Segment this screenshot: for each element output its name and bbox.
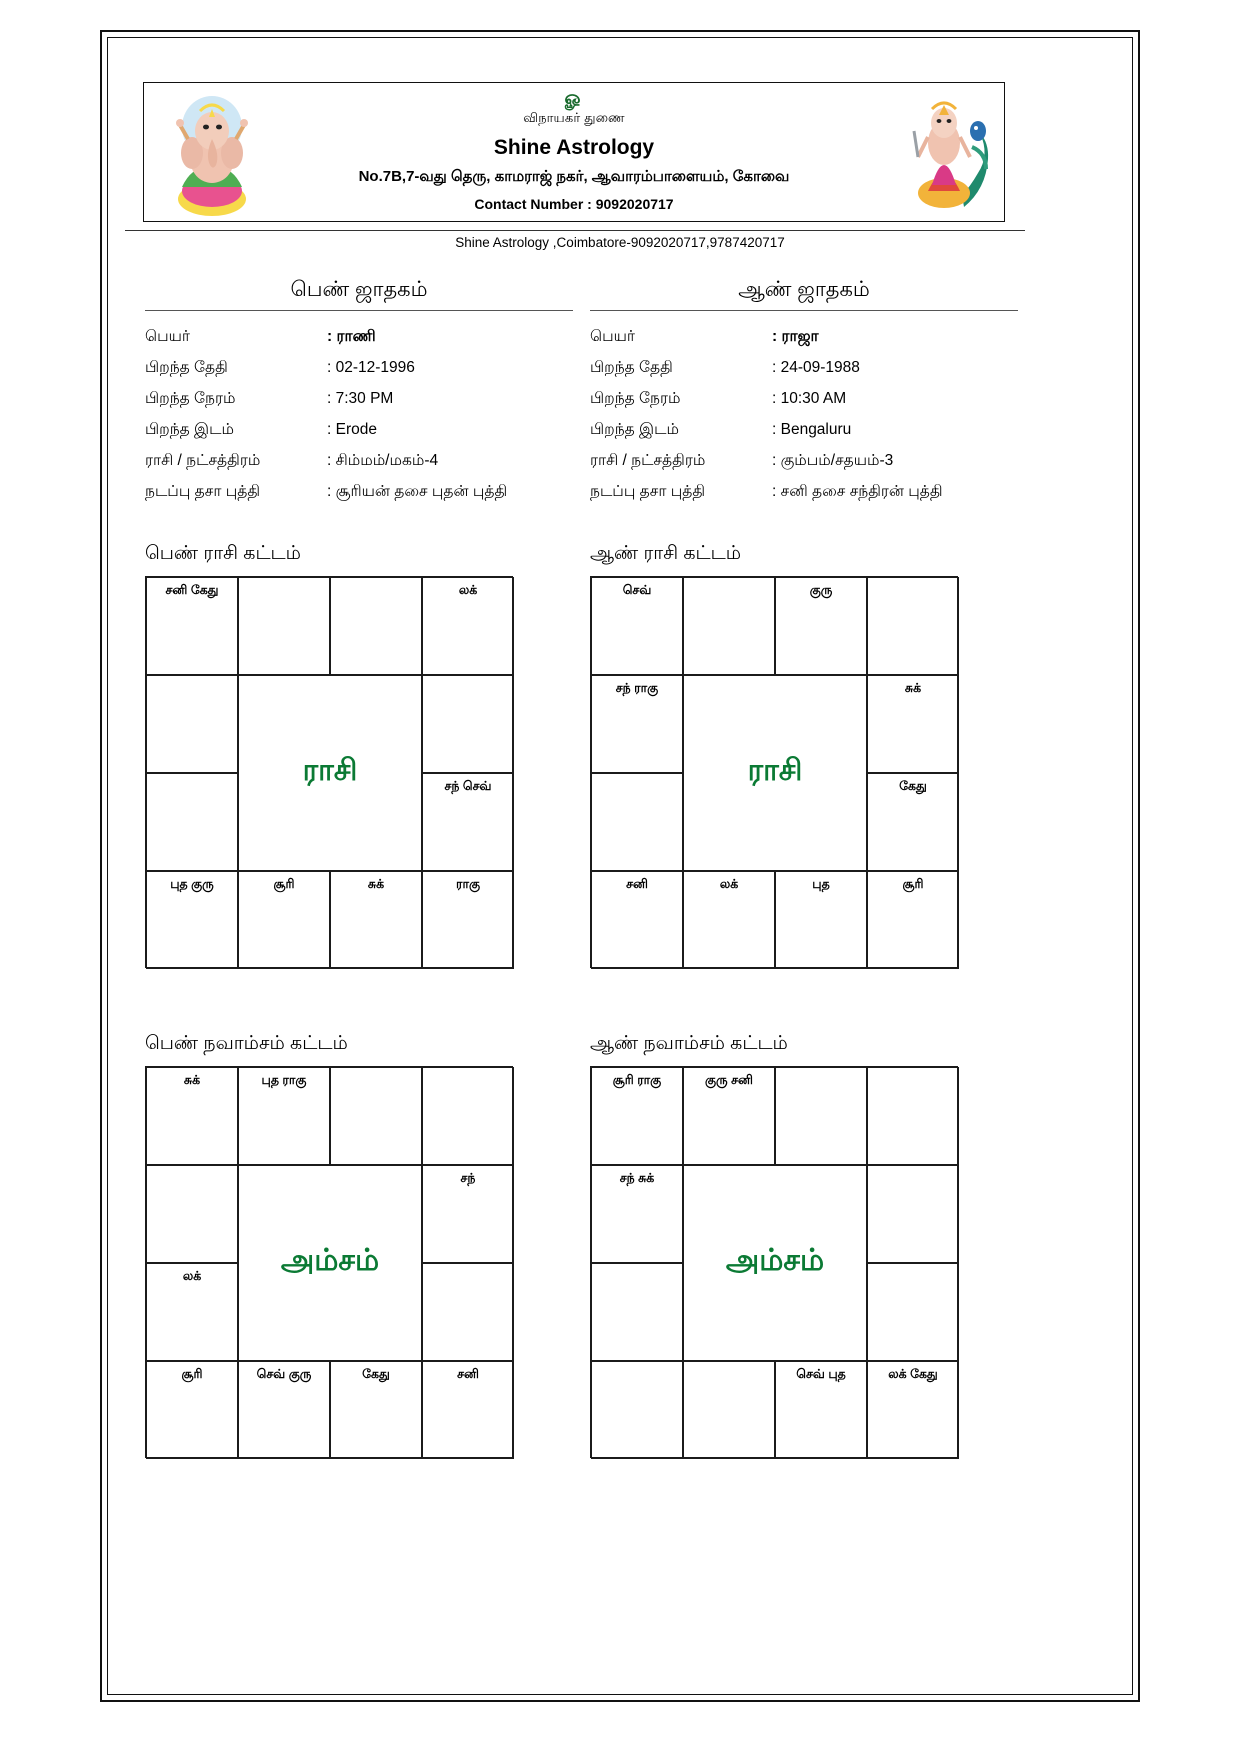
female-rasi-chart-block (145, 543, 513, 968)
male-details-rows (590, 321, 1018, 507)
value-dasa-bukthi: : சனி தசை சந்திரன் புத்தி (772, 483, 943, 500)
rasi-cell-7: சந் செவ் (422, 773, 514, 871)
navamsam-cell-10: செவ் குரு (238, 1361, 330, 1459)
rasi-cell-2 (683, 577, 775, 675)
detail-row-dasa-bukthi (590, 476, 1018, 507)
label-pob: பிறந்த இடம் (590, 421, 679, 438)
navamsam-cell-8 (867, 1165, 959, 1263)
brand-title: Shine Astrology (493, 136, 655, 159)
female-navamsam-chart-title: பெண் நவாம்சம் கட்டம் (145, 1033, 348, 1054)
label-dasa-bukthi: நடப்பு தசா புத்தி (145, 483, 261, 500)
navamsam-center-cell (238, 1165, 422, 1361)
value-pob: : Erode (327, 421, 377, 438)
detail-row-tob (145, 383, 573, 414)
value-dasa-bukthi: : சூரியன் தசை புதன் புத்தி (327, 483, 508, 500)
contact-line: Contact Number : 9092020717 (474, 196, 674, 212)
rasi-cell-9: புத குரு (146, 871, 238, 969)
navamsam-cell-6 (591, 1263, 683, 1361)
label-dob: பிறந்த தேதி (145, 359, 228, 376)
vinayagar-thunai-text: விநாயகர் துணை (523, 110, 625, 125)
rasi-cell-3 (330, 577, 422, 675)
navamsam-center-label: அம்சம் (725, 1244, 825, 1277)
navamsam-cell-5: சந் சுக் (591, 1165, 683, 1263)
detail-row-name (590, 321, 1018, 352)
male-panel-title: ஆண் ஜாதகம் (590, 278, 1018, 311)
navamsam-cell-12: சனி (422, 1361, 514, 1459)
male-details-panel (590, 278, 1018, 507)
rasi-cell-11: புத (775, 871, 867, 969)
rasi-center-label: ராசி (747, 754, 803, 787)
female-rasi-kattam (145, 576, 513, 968)
ganesha-icon (166, 87, 258, 219)
rasi-cell-11: சுக் (330, 871, 422, 969)
navamsam-center-cell (683, 1165, 867, 1361)
rasi-center-cell (238, 675, 422, 871)
rasi-cell-5 (146, 675, 238, 773)
value-tob: : 7:30 PM (327, 390, 394, 407)
rasi-cell-3: குரு (775, 577, 867, 675)
murugan-icon (902, 87, 994, 219)
label-dasa-bukthi: நடப்பு தசா புத்தி (590, 483, 706, 500)
rasi-center-cell (683, 675, 867, 871)
navamsam-cell-11: கேது (330, 1361, 422, 1459)
navamsam-cell-10 (683, 1361, 775, 1459)
detail-row-dob (145, 352, 573, 383)
rasi-cell-12: ராகு (422, 871, 514, 969)
male-navamsam-kattam (590, 1066, 958, 1458)
rasi-cell-5: சந் ராகு (591, 675, 683, 773)
value-name: : ராணி (327, 328, 376, 345)
navamsam-cell-2: குரு சனி (683, 1067, 775, 1165)
rasi-cell-6 (146, 773, 238, 871)
navamsam-cell-3 (330, 1067, 422, 1165)
label-dob: பிறந்த தேதி (590, 359, 673, 376)
label-rasi-natchathiram: ராசி / நட்சத்திரம் (590, 452, 706, 469)
female-panel-title: பெண் ஜாதகம் (145, 278, 573, 311)
value-pob: : Bengaluru (772, 421, 852, 438)
navamsam-cell-6: லக் (146, 1263, 238, 1361)
label-tob: பிறந்த நேரம் (590, 390, 681, 407)
header-divider (125, 230, 1025, 231)
male-navamsam-chart-title: ஆண் நவாம்சம் கட்டம் (590, 1033, 788, 1054)
navamsam-cell-9 (591, 1361, 683, 1459)
label-name: பெயர் (590, 328, 635, 345)
female-navamsam-chart-block (145, 1033, 513, 1458)
rasi-cell-8 (422, 675, 514, 773)
detail-row-pob (590, 414, 1018, 445)
rasi-center-label: ராசி (302, 754, 358, 787)
male-rasi-kattam (590, 576, 958, 968)
detail-row-rasi-natchathiram (590, 445, 1018, 476)
value-dob: : 02-12-1996 (327, 359, 415, 376)
value-tob: : 10:30 AM (772, 390, 847, 407)
detail-row-dasa-bukthi (145, 476, 573, 507)
rasi-cell-8: சுக் (867, 675, 959, 773)
rasi-cell-12: சூரி (867, 871, 959, 969)
detail-row-rasi-natchathiram (145, 445, 573, 476)
value-rasi-natchathiram: : கும்பம்/சதயம்-3 (772, 452, 894, 469)
male-rasi-chart-title: ஆண் ராசி கட்டம் (590, 543, 742, 564)
rasi-cell-1: சனி கேது (146, 577, 238, 675)
navamsam-cell-4 (422, 1067, 514, 1165)
rasi-cell-10: சூரி (238, 871, 330, 969)
female-details-rows (145, 321, 573, 507)
label-tob: பிறந்த நேரம் (145, 390, 236, 407)
label-pob: பிறந்த இடம் (145, 421, 234, 438)
navamsam-cell-9: சூரி (146, 1361, 238, 1459)
navamsam-cell-1: சுக் (146, 1067, 238, 1165)
navamsam-cell-8: சந் (422, 1165, 514, 1263)
detail-row-pob (145, 414, 573, 445)
label-rasi-natchathiram: ராசி / நட்சத்திரம் (145, 452, 261, 469)
value-dob: : 24-09-1988 (772, 359, 860, 376)
rasi-cell-7: கேது (867, 773, 959, 871)
navamsam-cell-7 (422, 1263, 514, 1361)
om-symbol: ௐ (564, 88, 584, 109)
label-name: பெயர் (145, 328, 190, 345)
detail-row-dob (590, 352, 1018, 383)
letterhead (143, 82, 1005, 222)
value-rasi-natchathiram: : சிம்மம்/மகம்-4 (327, 452, 439, 469)
navamsam-cell-7 (867, 1263, 959, 1361)
subfooter-text: Shine Astrology ,Coimbatore-9092020717,9787420717 (455, 235, 785, 250)
detail-row-name (145, 321, 573, 352)
navamsam-cell-1: சூரி ராகு (591, 1067, 683, 1165)
navamsam-cell-3 (775, 1067, 867, 1165)
address-line: No.7B,7-வது தெரு, காமராஜ் நகர், ஆவாரம்பாளையம், கோவை (358, 168, 790, 185)
rasi-cell-10: லக் (683, 871, 775, 969)
male-navamsam-chart-block (590, 1033, 958, 1458)
navamsam-center-label: அம்சம் (280, 1244, 380, 1277)
female-details-panel (145, 278, 573, 507)
letterhead-center (254, 89, 894, 212)
rasi-cell-4 (867, 577, 959, 675)
rasi-cell-4: லக் (422, 577, 514, 675)
rasi-cell-6 (591, 773, 683, 871)
navamsam-cell-4 (867, 1067, 959, 1165)
rasi-cell-9: சனி (591, 871, 683, 969)
navamsam-cell-2: புத ராகு (238, 1067, 330, 1165)
rasi-cell-2 (238, 577, 330, 675)
female-rasi-chart-title: பெண் ராசி கட்டம் (145, 543, 301, 564)
navamsam-cell-11: செவ் புத (775, 1361, 867, 1459)
female-navamsam-kattam (145, 1066, 513, 1458)
navamsam-cell-12: லக் கேது (867, 1361, 959, 1459)
document-content (100, 30, 1140, 1702)
male-rasi-chart-block (590, 543, 958, 968)
navamsam-cell-5 (146, 1165, 238, 1263)
value-name: : ராஜா (772, 328, 819, 345)
detail-row-tob (590, 383, 1018, 414)
rasi-cell-1: செவ் (591, 577, 683, 675)
